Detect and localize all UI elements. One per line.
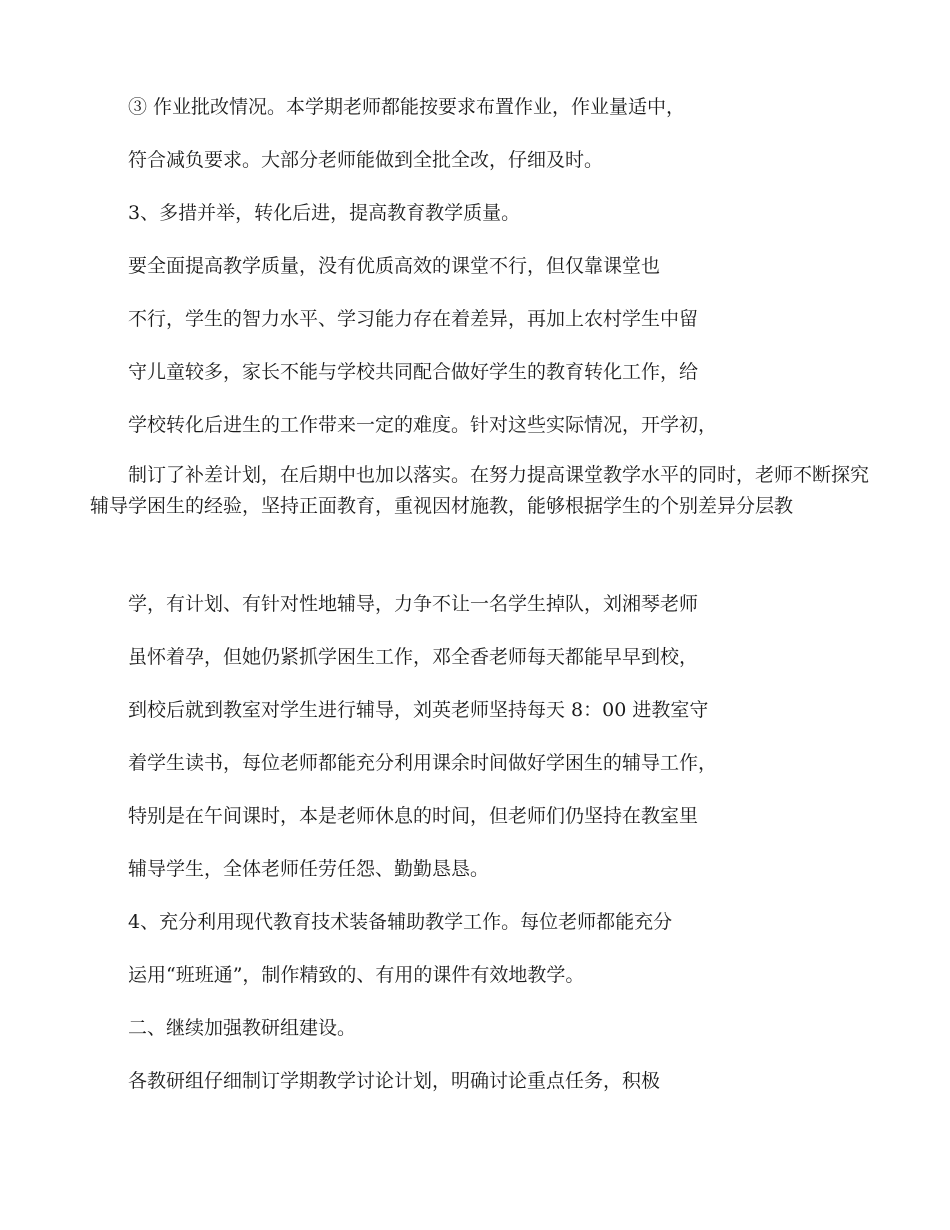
text-line-14: 辅导学生，全体老师任劳任怨、勤勤恳恳。: [128, 858, 490, 880]
text-line-10: 虽怀着孕，但她仍紧抓学困生工作，邓全香老师每天都能早早到校，: [128, 646, 699, 668]
text-line-11: 到校后就到教室对学生进行辅导，刘英老师坚持每天 8：00 进教室守: [128, 699, 709, 721]
text-line-2: 符合减负要求。大部分老师能做到全批全改，仔细及时。: [128, 149, 604, 171]
text-line-9: 学，有计划、有针对性地辅导，力争不让一名学生掉队，刘湘琴老师: [128, 593, 699, 615]
section-heading-2: 二、继续加强教研组建设。: [128, 1017, 357, 1039]
section-heading-4: 4、充分利用现代教育技术装备辅助教学工作。每位老师都能充分: [128, 911, 673, 933]
text-line-13: 特别是在午间课时，本是老师休息的时间，但老师们仍坚持在教室里: [128, 805, 699, 827]
text-line-16: 运用“班班通”，制作精致的、有用的课件有效地教学。: [128, 964, 585, 986]
section-heading-3: 3、多措并举，转化后进，提高教育教学质量。: [128, 202, 521, 224]
text-line-12: 着学生读书，每位老师都能充分利用课余时间做好学困生的辅导工作，: [128, 752, 718, 774]
text-line-1: ③ 作业批改情况。本学期老师都能按要求布置作业，作业量适中，: [128, 96, 686, 118]
text-line-18: 各教研组仔细制订学期教学讨论计划，明确讨论重点任务，积极: [128, 1070, 661, 1092]
text-line-7: 学校转化后进生的工作带来一定的难度。针对这些实际情况，开学初，: [128, 414, 718, 436]
text-line-6: 守儿童较多，家长不能与学校共同配合做好学生的教育转化工作，给: [128, 361, 699, 383]
wrapped-paragraph: 制订了补差计划，在后期中也加以落实。在努力提高课堂教学水平的同时，老师不断探究辅导学困生的经验，坚持正面教育，重视因材施教，能够根据学生的个别差异分层教: [90, 464, 870, 517]
text-line-5: 不行，学生的智力水平、学习能力存在着差异，再加上农村学生中留: [128, 308, 699, 330]
text-line-4: 要全面提高教学质量，没有优质高效的课堂不行，但仅靠课堂也: [128, 255, 661, 277]
